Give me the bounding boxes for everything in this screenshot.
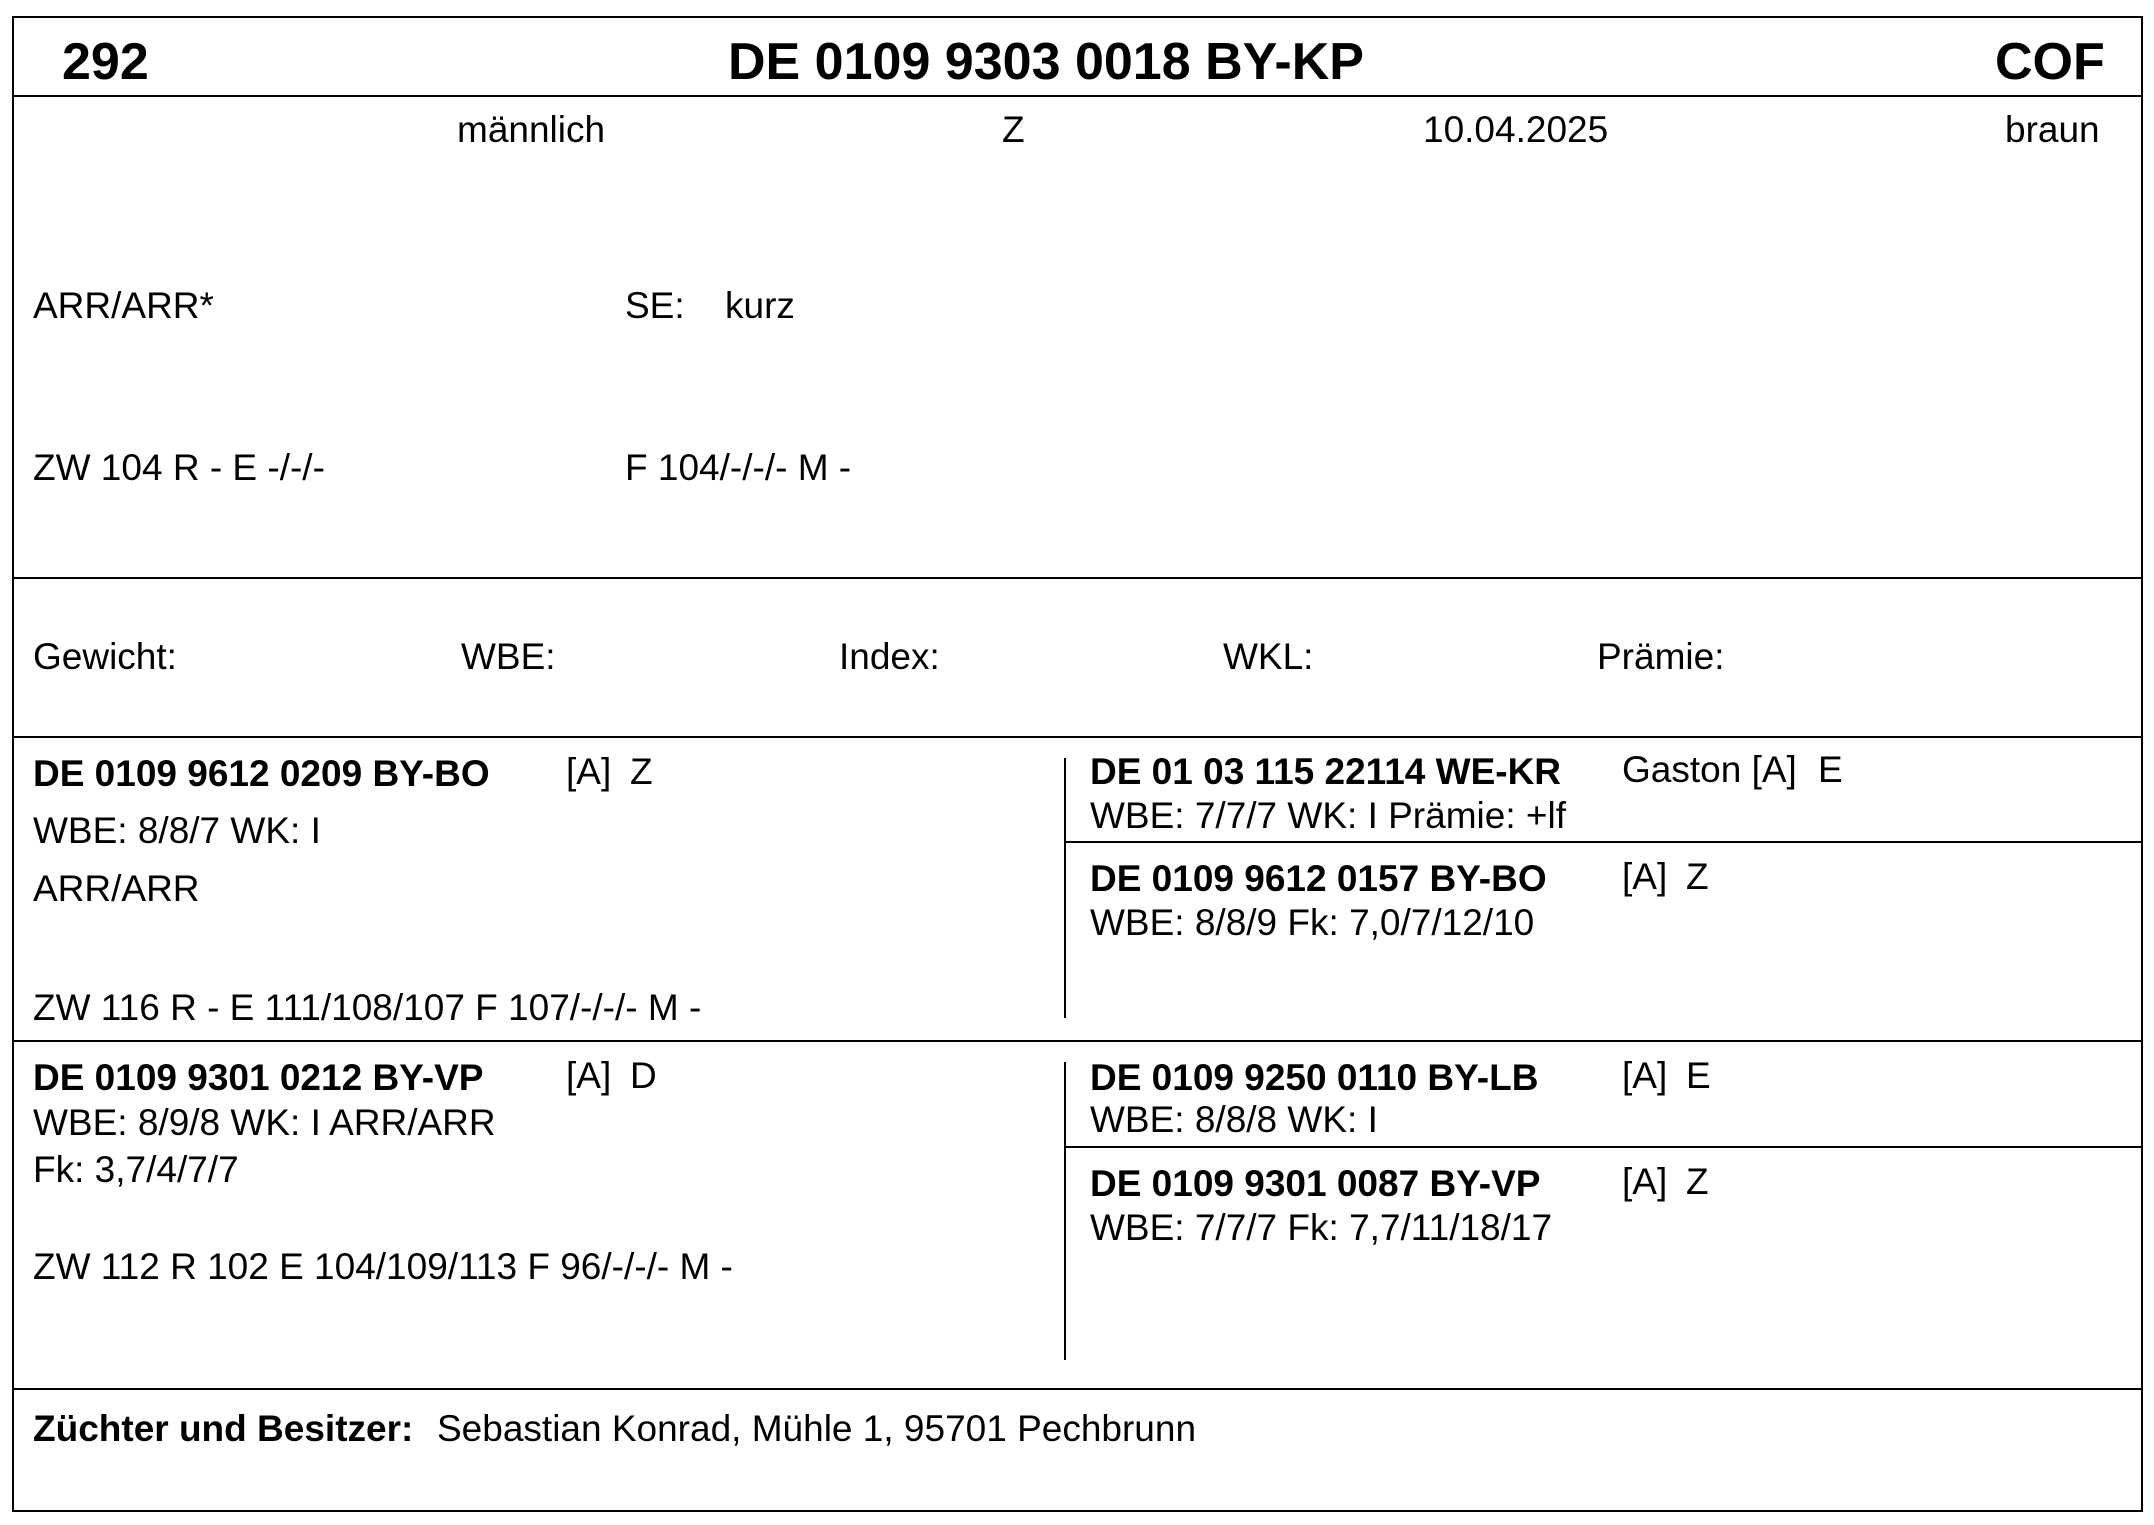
- header-divider: [12, 95, 2143, 97]
- dam-dam-tag: [A]: [1622, 1161, 1668, 1202]
- catalog-number: 292: [62, 33, 149, 91]
- animal-id: DE 0109 9303 0018 BY-KP: [728, 33, 1364, 91]
- sire-id: DE 0109 9612 0209 BY-BO: [33, 753, 490, 794]
- breeder-owner-label: Züchter und Besitzer:: [33, 1408, 414, 1449]
- premium-label: Prämie:: [1597, 636, 1725, 677]
- animal-f-value: F 104/-/-/- M -: [625, 447, 852, 488]
- dam-sire-wbe: WBE: 8/8/8 WK: I: [1090, 1099, 1378, 1140]
- sire-dam-id: DE 0109 9612 0157 BY-BO: [1090, 858, 1547, 899]
- sire-dam-tag: [A]: [1622, 856, 1668, 897]
- se-label: SE:: [625, 285, 685, 326]
- footer-divider: [12, 1388, 2143, 1390]
- sire-sire-id: DE 01 03 115 22114 WE-KR: [1090, 751, 1562, 792]
- dam-dam-wbe: WBE: 7/7/7 Fk: 7,7/11/18/17: [1090, 1207, 1553, 1248]
- sire-parents-divider: [1065, 841, 2143, 843]
- dam-fk: Fk: 3,7/4/7/7: [33, 1149, 239, 1190]
- sire-dam-mark: Z: [1686, 856, 1709, 897]
- animal-divider: [12, 577, 2143, 579]
- dam-dam-id: DE 0109 9301 0087 BY-VP: [1090, 1163, 1541, 1204]
- weight-label: Gewicht:: [33, 636, 177, 677]
- wbe-label: WBE:: [461, 636, 556, 677]
- sire-breeding-value: ZW 116 R - E 111/108/107 F 107/-/-/- M -: [33, 987, 702, 1028]
- sire-tag: [A]: [566, 751, 612, 792]
- dam-wbe: WBE: 8/9/8 WK: I ARR/ARR: [33, 1102, 496, 1143]
- dam-parents-divider: [1065, 1146, 2143, 1148]
- dam-dam-mark: Z: [1686, 1161, 1709, 1202]
- sire-sire-mark: E: [1818, 749, 1843, 790]
- index-label: Index:: [839, 636, 940, 677]
- dam-sire-mark: E: [1686, 1055, 1711, 1096]
- sire-wbe: WBE: 8/8/7 WK: I: [33, 810, 321, 851]
- dam-sire-tag: [A]: [1622, 1055, 1668, 1096]
- sire-dam-wbe: WBE: 8/8/9 Fk: 7,0/7/12/10: [1090, 902, 1535, 943]
- dam-sire-id: DE 0109 9250 0110 BY-LB: [1090, 1057, 1539, 1098]
- dam-id: DE 0109 9301 0212 BY-VP: [33, 1057, 484, 1098]
- metrics-divider: [12, 736, 2143, 738]
- breed-code: COF: [1995, 33, 2105, 91]
- sire-genotype: ARR/ARR: [33, 868, 200, 909]
- sire-column-divider: [1064, 758, 1066, 1018]
- dam-column-divider: [1064, 1062, 1066, 1360]
- animal-genotype: ARR/ARR*: [33, 285, 214, 326]
- dam-mark: D: [630, 1055, 657, 1096]
- dam-breeding-value: ZW 112 R 102 E 104/109/113 F 96/-/-/- M -: [33, 1246, 733, 1287]
- dam-tag: [A]: [566, 1055, 612, 1096]
- breeder-owner-value: Sebastian Konrad, Mühle 1, 95701 Pechbrunn: [437, 1408, 1197, 1449]
- animal-color: braun: [2005, 109, 2100, 150]
- animal-sex: männlich: [457, 109, 606, 150]
- animal-mark: Z: [1002, 109, 1025, 150]
- se-value: kurz: [725, 285, 795, 326]
- wkl-label: WKL:: [1223, 636, 1314, 677]
- sire-row-divider: [12, 1040, 2143, 1042]
- animal-breeding-value: ZW 104 R - E -/-/-: [33, 447, 325, 488]
- sire-sire-name-tag: Gaston [A]: [1622, 749, 1797, 790]
- animal-birth-date: 10.04.2025: [1423, 109, 1609, 150]
- sire-sire-wbe: WBE: 7/7/7 WK: I Prämie: +lf: [1090, 795, 1566, 836]
- sire-mark: Z: [630, 751, 653, 792]
